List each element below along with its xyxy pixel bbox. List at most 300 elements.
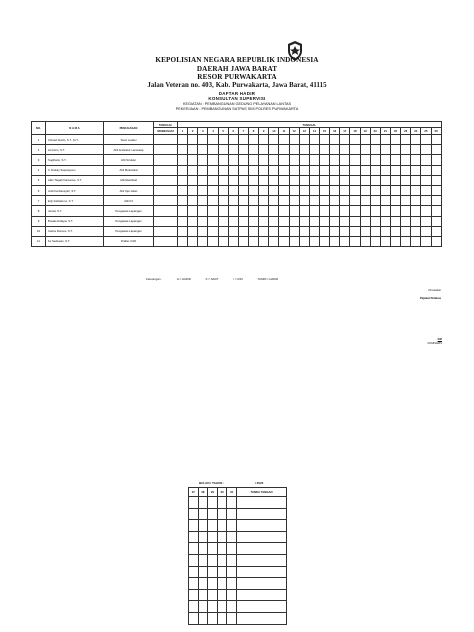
attendance-cell <box>370 196 380 206</box>
attendance-cell <box>227 554 237 566</box>
day-header: 22 <box>390 128 400 135</box>
attendance-cell <box>189 589 199 601</box>
attendance-cell <box>411 206 421 216</box>
attendance-cell <box>227 508 237 520</box>
attendance-cell <box>238 155 248 165</box>
attendance-cell <box>217 578 227 590</box>
attendance-cell <box>421 206 431 216</box>
day-header: 9 <box>259 128 269 135</box>
attendance-cell <box>198 589 208 601</box>
row-nama: Ir. Dodiky Sapoetgono <box>46 165 104 175</box>
col-tanggal: TANGGAL <box>178 122 442 128</box>
attendance-cell <box>340 226 350 236</box>
table-row <box>189 554 287 566</box>
attendance-cell <box>228 216 238 226</box>
attendance-cell <box>350 226 360 236</box>
attendance-cell <box>228 196 238 206</box>
signature-cell <box>236 589 286 601</box>
attendance-cell <box>411 175 421 185</box>
day-header: 17 <box>340 128 350 135</box>
attendance-cell <box>279 196 289 206</box>
attendance-cell <box>189 612 199 624</box>
day-header: 27 <box>189 488 199 497</box>
attendance-cell <box>411 185 421 195</box>
table-row <box>189 589 287 601</box>
attendance-cell <box>390 236 400 246</box>
attendance-cell <box>421 155 431 165</box>
attendance-cell <box>289 226 299 236</box>
attendance-cell <box>238 175 248 185</box>
legend <box>146 277 292 281</box>
attendance-cell <box>269 155 279 165</box>
attendance-cell <box>227 589 237 601</box>
attendance-cell <box>380 175 390 185</box>
row-penugasan: Team Leader <box>104 135 154 145</box>
attendance-cell <box>431 135 441 145</box>
col-tanda-tangan: TANDA TANGAN <box>236 488 286 497</box>
attendance-cell <box>208 185 218 195</box>
row-nama: Busaki Hidayat, S.T. <box>46 216 104 226</box>
attendance-cell <box>198 508 208 520</box>
attendance-cell <box>227 578 237 590</box>
row-mobilisasi-cell <box>154 236 178 246</box>
attendance-cell <box>228 236 238 246</box>
attendance-cell <box>238 196 248 206</box>
attendance-cell <box>421 185 431 195</box>
attendance-cell <box>370 165 380 175</box>
attendance-cell <box>188 226 198 236</box>
attendance-cell <box>279 155 289 165</box>
col-no: NO. <box>32 122 46 135</box>
attendance-cell <box>218 155 228 165</box>
table-row <box>189 578 287 590</box>
attendance-cell <box>188 206 198 216</box>
attendance-cell <box>411 226 421 236</box>
day-header: 29 <box>208 488 218 497</box>
day-header: 5 <box>218 128 228 135</box>
attendance-cell <box>178 206 188 216</box>
attendance-cell <box>208 155 218 165</box>
title-sub: KONSULTAN SUPERVISI <box>208 96 266 102</box>
attendance-cell <box>208 216 218 226</box>
attendance-cell <box>198 601 208 613</box>
attendance-cell <box>309 216 319 226</box>
attendance-cell <box>299 185 309 195</box>
attendance-cell <box>370 135 380 145</box>
attendance-cell <box>380 155 390 165</box>
attendance-cell <box>279 236 289 246</box>
attendance-cell <box>269 185 279 195</box>
row-no: 4 <box>32 165 46 175</box>
attendance-cell <box>217 520 227 532</box>
attendance-cell <box>198 226 208 236</box>
attendance-cell <box>248 236 258 246</box>
attendance-cell <box>248 175 258 185</box>
attendance-cell <box>217 508 227 520</box>
attendance-cell <box>360 135 370 145</box>
attendance-cell <box>431 165 441 175</box>
attendance-cell <box>340 155 350 165</box>
attendance-cell <box>228 145 238 155</box>
attendance-cell <box>189 578 199 590</box>
attendance-cell <box>198 236 208 246</box>
attendance-cell <box>319 145 329 155</box>
attendance-cell <box>330 216 340 226</box>
legend-item: S = SAKIT <box>205 277 219 281</box>
attendance-cell <box>208 543 218 555</box>
attendance-cell <box>269 206 279 216</box>
attendance-cell <box>238 206 248 216</box>
attendance-cell <box>228 165 238 175</box>
document-titles <box>0 91 474 112</box>
attendance-cell <box>431 145 441 155</box>
attendance-cell <box>319 185 329 195</box>
attendance-cell <box>380 135 390 145</box>
attendance-cell <box>208 236 218 246</box>
attendance-cell <box>370 155 380 165</box>
signature-cell <box>236 531 286 543</box>
attendance-cell <box>350 206 360 216</box>
attendance-cell <box>238 236 248 246</box>
attendance-cell <box>238 216 248 226</box>
attendance-cell <box>411 135 421 145</box>
attendance-cell <box>431 216 441 226</box>
attendance-cell <box>370 206 380 216</box>
attendance-cell <box>299 135 309 145</box>
row-mobilisasi-cell <box>154 135 178 145</box>
row-nama: Edy Kahtatomo, S.T. <box>46 196 104 206</box>
attendance-cell <box>178 165 188 175</box>
attendance-cell <box>208 165 218 175</box>
signature-role: Pejabat Pelaksa <box>419 296 441 300</box>
attendance-cell <box>279 145 289 155</box>
attendance-cell <box>198 145 208 155</box>
attendance-cell <box>330 165 340 175</box>
title-kegiatan: KEGIATAN : PEMBANGUNAN GEDUNG PELAYANAN LANTAS <box>182 101 292 106</box>
attendance-cell <box>330 236 340 246</box>
row-nama: Ahmad Susilo, S.T., M.T. <box>46 135 104 145</box>
attendance-cell <box>380 196 390 206</box>
attendance-cell <box>370 226 380 236</box>
row-penugasan: Ahli Mekanikal <box>104 165 154 175</box>
table-row <box>32 145 442 155</box>
attendance-cell <box>198 520 208 532</box>
attendance-cell <box>188 196 198 206</box>
attendance-cell <box>390 216 400 226</box>
table-row <box>189 508 287 520</box>
attendance-cell <box>370 185 380 195</box>
attendance-cell <box>259 145 269 155</box>
attendance-cell <box>228 175 238 185</box>
table-row <box>32 175 442 185</box>
col-mobilisasi: MOBILISASI <box>154 128 178 135</box>
row-mobilisasi-cell <box>154 206 178 216</box>
table-row <box>32 155 442 165</box>
day-header: 16 <box>330 128 340 135</box>
attendance-cell <box>208 145 218 155</box>
attendance-cell <box>411 165 421 175</box>
row-penugasan: Ahli Arsitektur Lansekap <box>104 145 154 155</box>
attendance-cell <box>340 175 350 185</box>
attendance-cell <box>289 175 299 185</box>
attendance-cell <box>309 155 319 165</box>
attendance-cell <box>259 236 269 246</box>
attendance-cell <box>269 216 279 226</box>
attendance-cell <box>350 236 360 246</box>
attendance-cell <box>208 566 218 578</box>
attendance-table <box>31 121 442 247</box>
attendance-cell <box>360 155 370 165</box>
attendance-cell <box>217 589 227 601</box>
attendance-cell <box>411 145 421 155</box>
row-penugasan: Ahli Kjet Jalan <box>104 185 154 195</box>
attendance-cell <box>227 612 237 624</box>
attendance-cell <box>259 206 269 216</box>
day-header: 15 <box>319 128 329 135</box>
row-nama: Aldo Tiagah Darsanus, S.T. <box>46 175 104 185</box>
attendance-cell <box>198 531 208 543</box>
attendance-cell <box>299 216 309 226</box>
attendance-cell <box>319 155 329 165</box>
attendance-cell <box>198 206 208 216</box>
attendance-cell <box>411 236 421 246</box>
row-no: 1 <box>32 135 46 145</box>
row-no: 9 <box>32 216 46 226</box>
attendance-cell <box>279 216 289 226</box>
attendance-cell <box>330 135 340 145</box>
attendance-cell <box>269 135 279 145</box>
attendance-cell <box>248 206 258 216</box>
day-header: 21 <box>380 128 390 135</box>
attendance-cell <box>217 554 227 566</box>
attendance-cell <box>279 165 289 175</box>
row-nama: Andi Ferdiansyah, S.T. <box>46 185 104 195</box>
row-penugasan: Pengawas Lapangan <box>104 206 154 216</box>
row-no: 7 <box>32 196 46 206</box>
table-row <box>189 612 287 624</box>
attendance-cell <box>401 216 411 226</box>
row-no: 3 <box>32 155 46 165</box>
attendance-cell <box>299 206 309 216</box>
signature-cell <box>236 543 286 555</box>
attendance-cell <box>401 145 411 155</box>
attendance-cell <box>189 601 199 613</box>
attendance-cell <box>340 236 350 246</box>
attendance-cell <box>218 206 228 216</box>
attendance-cell <box>330 175 340 185</box>
attendance-cell <box>350 135 360 145</box>
attendance-cell <box>330 145 340 155</box>
attendance-cell <box>188 135 198 145</box>
attendance-cell <box>178 216 188 226</box>
attendance-cell <box>421 145 431 155</box>
attendance-cell <box>189 520 199 532</box>
attendance-cell <box>390 155 400 165</box>
attendance-cell <box>198 196 208 206</box>
attendance-cell <box>319 135 329 145</box>
attendance-cell <box>248 155 258 165</box>
attendance-cell <box>380 206 390 216</box>
attendance-cell <box>178 135 188 145</box>
attendance-cell <box>421 175 431 185</box>
attendance-cell <box>208 508 218 520</box>
row-no: 2 <box>32 145 46 155</box>
signature-cell <box>236 566 286 578</box>
attendance-cell <box>299 145 309 155</box>
attendance-cell <box>227 543 237 555</box>
row-mobilisasi-cell <box>154 175 178 185</box>
attendance-cell <box>227 531 237 543</box>
attendance-cell <box>248 135 258 145</box>
attendance-cell <box>218 165 228 175</box>
attendance-cell <box>189 566 199 578</box>
attendance-cell <box>401 206 411 216</box>
row-no: 8 <box>32 206 46 216</box>
attendance-cell <box>189 531 199 543</box>
attendance-cell <box>269 145 279 155</box>
attendance-cell <box>289 165 299 175</box>
row-penugasan: Pengawas Lapangan <box>104 216 154 226</box>
attendance-cell <box>248 185 258 195</box>
day-header: 31 <box>227 488 237 497</box>
attendance-cell <box>238 226 248 236</box>
attendance-cell <box>319 216 329 226</box>
table-row <box>189 601 287 613</box>
attendance-cell <box>370 216 380 226</box>
day-header: 13 <box>299 128 309 135</box>
attendance-cell <box>309 236 319 246</box>
row-mobilisasi-cell <box>154 226 178 236</box>
day-header: 6 <box>228 128 238 135</box>
attendance-cell <box>208 206 218 216</box>
attendance-cell <box>259 196 269 206</box>
attendance-cell <box>380 226 390 236</box>
attendance-cell <box>289 196 299 206</box>
attendance-cell <box>390 135 400 145</box>
attendance-cell <box>208 196 218 206</box>
attendance-cell <box>401 135 411 145</box>
table-row <box>32 196 442 206</box>
attendance-cell <box>340 206 350 216</box>
row-penugasan: Drafter CAD <box>104 236 154 246</box>
row-mobilisasi-cell <box>154 216 178 226</box>
attendance-cell <box>248 216 258 226</box>
attendance-cell <box>299 175 309 185</box>
day-header: 11 <box>279 128 289 135</box>
month-year-label <box>199 481 263 485</box>
attendance-cell <box>370 145 380 155</box>
attendance-cell <box>227 497 237 509</box>
table-row <box>32 226 442 236</box>
attendance-cell <box>248 165 258 175</box>
day-header: 10 <box>269 128 279 135</box>
attendance-cell <box>188 155 198 165</box>
attendance-cell <box>218 135 228 145</box>
attendance-cell <box>208 497 218 509</box>
attendance-cell <box>360 185 370 195</box>
row-nama: Sugiharto, S.T. <box>46 155 104 165</box>
attendance-cell <box>431 175 441 185</box>
attendance-cell <box>178 226 188 236</box>
attendance-cell <box>198 612 208 624</box>
attendance-cell <box>228 185 238 195</box>
attendance-cell <box>248 226 258 236</box>
attendance-cell <box>380 216 390 226</box>
attendance-cell <box>390 165 400 175</box>
table-row <box>32 135 442 145</box>
table-row <box>32 216 442 226</box>
attendance-cell <box>178 236 188 246</box>
attendance-cell <box>309 196 319 206</box>
attendance-cell <box>259 175 269 185</box>
row-penugasan: Ahli K3 <box>104 196 154 206</box>
attendance-cell <box>189 554 199 566</box>
attendance-cell <box>178 196 188 206</box>
attendance-cell <box>340 145 350 155</box>
attendance-cell <box>330 226 340 236</box>
attendance-cell <box>188 165 198 175</box>
day-header: 25 <box>421 128 431 135</box>
attendance-cell <box>217 566 227 578</box>
attendance-cell <box>319 206 329 216</box>
attendance-cell <box>360 165 370 175</box>
table-row <box>189 497 287 509</box>
continuation-table <box>188 487 287 625</box>
attendance-cell <box>188 175 198 185</box>
attendance-cell <box>279 175 289 185</box>
attendance-cell <box>208 226 218 236</box>
attendance-cell <box>431 155 441 165</box>
attendance-cell <box>289 155 299 165</box>
attendance-cell <box>421 135 431 145</box>
attendance-cell <box>360 226 370 236</box>
attendance-cell <box>248 145 258 155</box>
attendance-cell <box>208 601 218 613</box>
attendance-cell <box>330 185 340 195</box>
legend-item: TANPA = HADIR <box>257 277 279 281</box>
attendance-cell <box>401 155 411 165</box>
attendance-cell <box>390 206 400 216</box>
attendance-cell <box>319 196 329 206</box>
attendance-cell <box>217 497 227 509</box>
attendance-cell <box>390 196 400 206</box>
attendance-cell <box>248 196 258 206</box>
table-row <box>189 520 287 532</box>
col-nama: N A M A <box>46 122 104 135</box>
attendance-cell <box>198 554 208 566</box>
attendance-cell <box>360 206 370 216</box>
signature-cell <box>236 497 286 509</box>
attendance-cell <box>370 236 380 246</box>
day-header: 8 <box>248 128 258 135</box>
attendance-cell <box>259 165 269 175</box>
attendance-cell <box>431 185 441 195</box>
day-header: 1 <box>178 128 188 135</box>
attendance-cell <box>227 601 237 613</box>
attendance-cell <box>218 236 228 246</box>
table-row <box>189 531 287 543</box>
letterhead-line3: RESOR PURWAKARTA <box>197 73 277 82</box>
attendance-cell <box>218 226 228 236</box>
attendance-cell <box>289 135 299 145</box>
attendance-cell <box>238 145 248 155</box>
day-header: 3 <box>198 128 208 135</box>
attendance-cell <box>178 145 188 155</box>
attendance-cell <box>350 165 360 175</box>
attendance-cell <box>238 185 248 195</box>
letterhead-line1: KEPOLISIAN NEGARA REPUBLIK INDONESIA <box>155 56 319 64</box>
attendance-cell <box>218 175 228 185</box>
